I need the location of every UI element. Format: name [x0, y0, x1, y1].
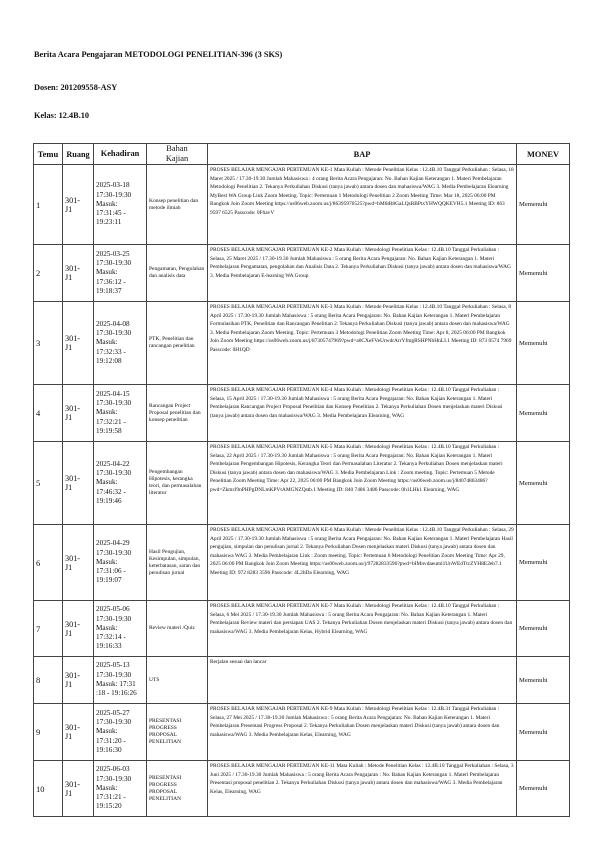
- row-number: 10: [34, 761, 63, 817]
- row-number: 7: [34, 601, 63, 657]
- bap-table: [33, 143, 570, 817]
- table-row: [34, 657, 570, 704]
- row-bap: PROSES BELAJAR MENGAJAR PERTEMUAN KE-3 Mata Kuliah : Metode Penelitian Kelas : 12.4B.10 Tanggal Perkuliahan : Selasa, 8 April 2025 / 17.30-19.30 Jumlah Mahasiswa : 5 orang Berita Acara Pengajaran: No. Bahan Kajian Keterangan 1. Materi Pembelajaran Formulasikan PTK, Penelitian dan Rancangan Penelitian 2. Tekanya Perkuliahan Diskusi (tanya jawab) antara dosen dan mahasiswa/WAG 3. Media Pembelajaran Zoom Meeting. Topic: Pertemuan 3 Metodologi Penelitian Zoom Meeting Time: Apr 8, 2025 06:00 PM Bangkok Join Zoom Meeting https://us06web.zoom.us/j/87305747969?pwd=a0CXeFVeUrwdrArrYfmgRSHPNbHnLI.1 Meeting ID: 873 0574 7969 Passcode: 0H1QD: [208, 302, 517, 385]
- row-bahan-kajian: Review materi /Quiz: [147, 601, 208, 657]
- row-bahan-kajian: UTS: [147, 657, 208, 704]
- row-monev: Memenuhi: [517, 165, 570, 245]
- row-bap: PROSES BELAJAR MENGAJAR PERTEMUAN KE-6 Mata Kuliah : Metode Penelitian Kelas : 12.4B.10 Tanggal Perkuliahan : Selasa, 29 April 2025 / 17.30-19.30 Jumlah Mahasiswa : 5 orang Berita Acara Pengajaran: No. Bahan Kajian Keterangan 1. Materi Pembelajaran Hasil pengujian, simpulan dan penulisan jurnal 2. Tekanya Perkuliahan Dosen menjelaskan materi Diskusi (tanya jawab) antara dosen dan mahasiswa WAG 3. Media Pembelajaran Link : Zoom meeting. Topic: Pertemuan 6 Metodologi Penelitian Zoom Meeting Time: Apr 29, 2025 06:00 PM Bangkok Join Zoom Meeting https://us06web.zoom.us/j/97282833596?pwd=bIMnvdaeuml1UnWEdTtcZYH8E2eb7.1 Meeting ID: 972 8283 3596 Passcode: 4L2bDa Elearning, WAG: [208, 525, 517, 601]
- row-bap: Berjalan sesuai dan lancar: [208, 657, 517, 704]
- row-bap: PROSES BELAJAR MENGAJAR PERTEMUAN KE-5 Mata Kuliah : Metodologi Penelitian Kelas : 12.4B.10 Tanggal Perkuliahan : Selasa, 22 April 2025 / 17.30-19.30 Jumlah Mahasiswa : 5 orang Berita Acara Pengajaran: No. Bahan Kajian Keterangan 1. Materi Pembelajaran Pengembangan Hipotesis, Kerangka Teori dan Permasalahan Literatur 2. Tekanya Perkuliahan Dosen menjelaskan materi Diskusi (tanya jawab) antara dosen dan mahasiswa/WAG 3. Media Pembelajaran Link : Zoom meeting. Topic: Pertemuan 5 Metode Penelitian Zoom Meeting Time: Apr 22, 2025 06:00 PM Bangkok Join Zoom Meeting https://us06web.zoom.us/j/84074863486?pwd=ZkmrJ9nPHPgDNLmKPVtAMGNZQstb.1 Meeting ID: 840 7486 3486 Passcode: 0h1LHk1 Elearning, WAG: [208, 442, 517, 525]
- row-ruang: 301- J1: [63, 165, 94, 245]
- row-number: 2: [34, 245, 63, 302]
- table-row: [34, 601, 570, 657]
- col-monev: MONEV: [517, 144, 570, 165]
- row-bahan-kajian: Pengamatan, Pengolahan dan analisis data: [147, 245, 208, 302]
- row-bahan-kajian: Konsep penelitian dan metode ilmiah: [147, 165, 208, 245]
- row-ruang: 301- J1: [63, 302, 94, 385]
- row-bap: PROSES BELAJAR MENGAJAR PERTEMUAN KE-1 Mata Kuliah : Metode Penelitian Kelas : 12.4B.10 Tanggal Perkuliahan : Selasa, 18 Maret 2025 / 17.30-19.30 Jumlah Mahasiswa : 4 orang Berita Acara Pengajaran: No. Bahan Kajian Keterangan 1. Materi Pembelajaran Metodologi Penelitian 2. Tekanya Perkuliahan Diskusi (tanya jawab) antara dosen dan mahasiswa/WAG 3. Media Pembelajaran Elearning MyBest WA Group Link Zoom Meeting. Topic: Pertemuan 1 Metodologi Penelitian 2 Zoom Meeting Time: Mar 18, 2025 06:00 PM Bangkok Join Zoom Meeting https://us06web.zoom.us/j/86395976525?pwd=bM6tR8GaLQsRBPtxYHWQQKEVH5.1 Meeting ID: 863 9597 6525 Passcode: 0F6avV: [208, 165, 517, 245]
- row-kehadiran: 2025-04-15 17:30-19:30 Masuk: 17:32:21 - 19:19:58: [94, 385, 147, 442]
- row-ruang: 301- J1: [63, 245, 94, 302]
- col-ruang: Ruang: [63, 144, 94, 165]
- row-ruang: 301- J1: [63, 442, 94, 525]
- row-monev: Memenuhi: [517, 245, 570, 302]
- table-row: [34, 442, 570, 525]
- row-number: 8: [34, 657, 63, 704]
- table-row: [34, 761, 570, 817]
- table-row: [34, 704, 570, 761]
- row-number: 5: [34, 442, 63, 525]
- row-bahan-kajian: PRESENTASI PROGRESS PROPOSAL PENELITIAN: [147, 704, 208, 761]
- document-title: Berita Acara Pengajaran METODOLOGI PENELITIAN-396 (3 SKS): [34, 50, 283, 59]
- table-header-row: [34, 144, 570, 165]
- row-kehadiran: 2025-03-25 17:30-19:30 Masuk: 17:36:12 - 19:18:37: [94, 245, 147, 302]
- row-bap: PROSES BELAJAR MENGAJAR PERTEMUAN KE-4 Mata Kuliah : Metodologi Penelitian Kelas : 12.4B.10 Tanggal Perkuliahan : Selasa, 15 April 2025 / 17.30-19.30 Jumlah Mahasiswa : 5 orang Berita Acara Pengajaran: No. Bahan Kajian Keterangan 1. Materi Pembelajaran Rancangan Project Proposal Penelitian dan Konsep Penelitian 2. Tekanya Perkuliahan Dosen menjelaskan materi Diskusi (tanya jawab) antara dosen dan mahasiswa/WAG 3. Media Pembelajaran Elearning, WAG: [208, 385, 517, 442]
- table-row: [34, 245, 570, 302]
- kelas-label: Kelas: 12.4B.10: [34, 111, 90, 120]
- row-bap: PROSES BELAJAR MENGAJAR PERTEMUAN KE-2 Mata Kuliah : Metodologi Penelitian Kelas : 12.4B.10 Tanggal Perkuliahan : Selasa, 25 Maret 2025 / 17.30-19.30 Jumlah Mahasiswa : 5 orang Berita Acara Pengajaran: No. Bahan Kajian Keterangan 1. Materi Pembelajaran Pengamatan, pengolahan dan Analisis Data 2. Tekanya Perkuliahan Diskusi (tanya jawab) antara dosen dan mahasiswa/WAG 3. Media Pembelajaran E-learning WA Group: [208, 245, 517, 302]
- row-number: 1: [34, 165, 63, 245]
- table-row: [34, 302, 570, 385]
- row-number: 4: [34, 385, 63, 442]
- row-monev: Memenuhi: [517, 704, 570, 761]
- row-monev: Memenuhi: [517, 761, 570, 817]
- row-monev: Memenuhi: [517, 385, 570, 442]
- row-ruang: 301- J1: [63, 525, 94, 601]
- col-bahan-kajian: Bahan Kajian: [147, 144, 208, 165]
- row-number: 9: [34, 704, 63, 761]
- row-bap: PROSES BELAJAR MENGAJAR PERTEMUAN KE-11 Mata Kuliah : Metode Penelitian Kelas : 12.4B.10 Tanggal Perkuliahan : Selasa, 3 Juni 2025 / 17.30-19.30 Jumlah Mahasiswa : 5 orang Berita Acara Pengajaran : No. Bahan Kajian Keterangan 1. Materi Pembelajaran Presentasi proposal penelitian 2. Tekanya Perkuliahan Diskusi (tanya jawab) antara dosen dan mahasiswa/WAG 3. Media Pembelajaran Kelas, Elearning, WAG: [208, 761, 517, 817]
- row-monev: Memenuhi: [517, 601, 570, 657]
- row-kehadiran: 2025-03-18 17:30-19:30 Masuk: 17:31:45 - 19:23:11: [94, 165, 147, 245]
- row-bahan-kajian: Hasil Pengujian, Kesimpulan, simpulan, keterbatasan, saran dan penulisan jurnal: [147, 525, 208, 601]
- col-temu: Temu: [34, 144, 63, 165]
- row-bap: PROSES BELAJAR MENGAJAR PERTEMUAN KE-7 Mata Kuliah : Metodologi Penelitian Kelas : 12.4B.10 Tanggal Perkuliahan : Selasa, 6 Mei 2025 / 17.30-19.30 Jumlah Mahasiswa : 5 orang Berita Acara Pengajaran: No. Bahan Kajian Keterangan 1. Materi Pembelajaran Review materi dan persiapan UAS 2. Tekanya Perkuliahan Dosen menjelaskan materi Diskusi (tanya jawab) antara dosen dan mahasiswa/WAG 3. Media Pembelajaran Kelas, Hybrid Elearning, WAG: [208, 601, 517, 657]
- table-row: [34, 165, 570, 245]
- row-bahan-kajian: PRESENTASI PROGRESS PROPOSAL PENELITIAN: [147, 761, 208, 817]
- row-kehadiran: 2025-04-29 17:30-19:30 Masuk: 17:31:06 - 19:19:07: [94, 525, 147, 601]
- row-kehadiran: 2025-05-13 17:30-19:30 Masuk: 17:31 :18 - 19:16:26: [94, 657, 147, 704]
- row-monev: Memenuhi: [517, 525, 570, 601]
- row-kehadiran: 2025-04-22 17:30-19:30 Masuk: 17:46:32 - 19:19:46: [94, 442, 147, 525]
- row-kehadiran: 2025-04-08 17:30-19:30 Masuk: 17:32:33 - 19:12:08: [94, 302, 147, 385]
- row-ruang: 301- J1: [63, 704, 94, 761]
- row-kehadiran: 2025-05-06 17:30-19:30 Masuk: 17:32:14 - 19:16:33: [94, 601, 147, 657]
- row-bahan-kajian: PTK, Penelitian dan rancangan penelitian: [147, 302, 208, 385]
- row-ruang: 301- J1: [63, 761, 94, 817]
- row-bap: PROSES BELAJAR MENGAJAR PERTEMUAN KE-9 Mata Kuliah : Metodologi Penelitian Kelas : 12.4B.31 Tanggal Perkuliahan : Selasa, 27 Mei 2025 / 17.30-19.30 Jumlah Mahasiswa : 5 orang Berita Acara Pengajaran: No. Bahan Kajian Keterangan 1. Materi Pembelajaran Presentasi Progress Proposal 2. Tekanya Perkuliahan Dosen menjelaskan materi Diskusi (tanya jawab) antara dosen dan mahasiswa/WAG 3. Media Pembelajaran Kelas, Elearning, WAG: [208, 704, 517, 761]
- row-kehadiran: 2025-06-03 17:30-19:30 Masuk: 17:31:21 - 19:15:20: [94, 761, 147, 817]
- row-number: 3: [34, 302, 63, 385]
- row-ruang: 301- J1: [63, 385, 94, 442]
- col-bap: BAP: [208, 144, 517, 165]
- row-bahan-kajian: Rancangan Project Proposal penelitian dan konsep penelitian: [147, 385, 208, 442]
- row-ruang: 301- J1: [63, 601, 94, 657]
- table-row: [34, 525, 570, 601]
- row-monev: Memenuhi: [517, 657, 570, 704]
- row-ruang: 301- J1: [63, 657, 94, 704]
- row-monev: Memenuhi: [517, 302, 570, 385]
- dosen-label: Dosen: 201209558-ASY: [34, 83, 118, 92]
- table-row: [34, 385, 570, 442]
- row-bahan-kajian: Pengembangan Hipotesis, kerangka teori, dan permasalahan literatur: [147, 442, 208, 525]
- col-kehadiran: Kehadiran: [94, 144, 147, 165]
- row-number: 6: [34, 525, 63, 601]
- row-kehadiran: 2025-05-27 17:30-19:30 Masuk: 17:31:20 - 19:16:30: [94, 704, 147, 761]
- row-monev: Memenuhi: [517, 442, 570, 525]
